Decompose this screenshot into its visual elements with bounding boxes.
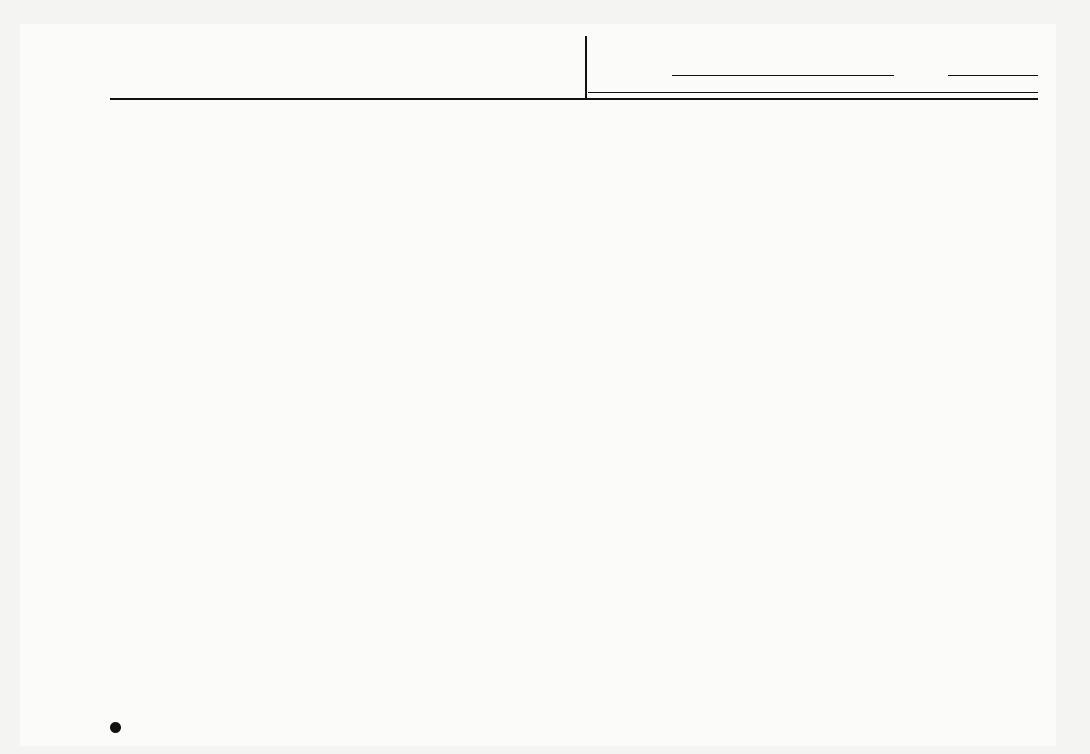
header-divider xyxy=(585,36,587,100)
printer-seal-icon xyxy=(110,722,121,733)
header-rule xyxy=(110,98,1038,100)
province-line xyxy=(948,75,1038,76)
header-rule-right xyxy=(588,92,1038,93)
gemeente-line xyxy=(672,75,894,76)
form-page xyxy=(20,24,1056,746)
